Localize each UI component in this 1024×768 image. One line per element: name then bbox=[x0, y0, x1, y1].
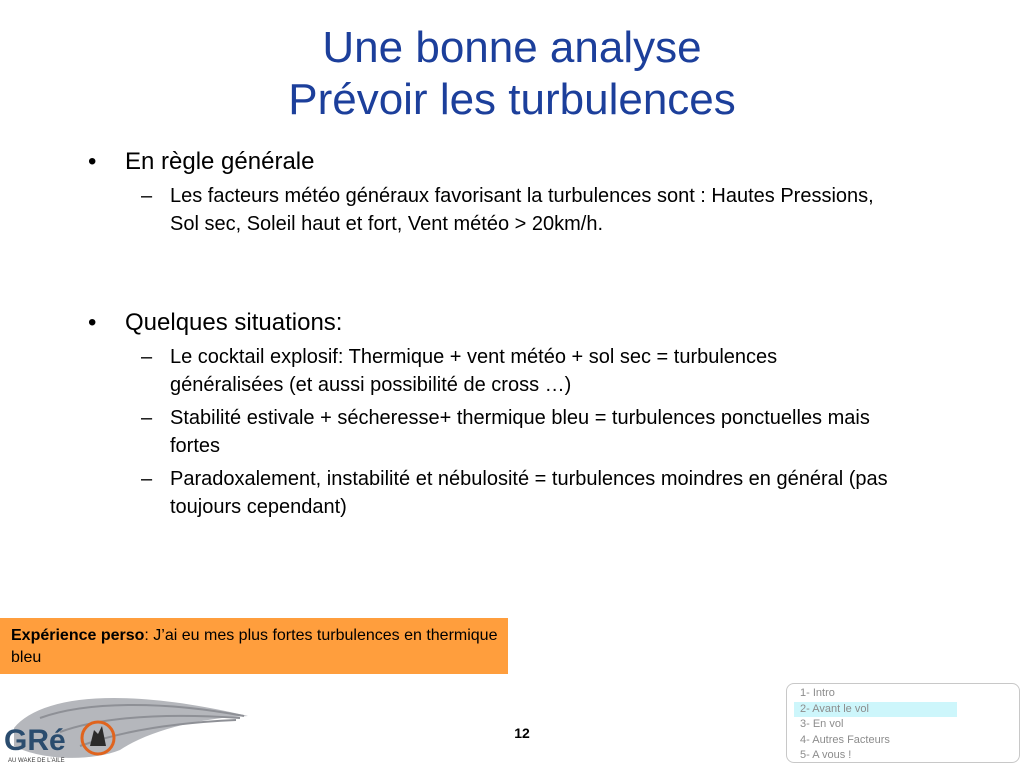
bullet-text: En règle générale bbox=[125, 148, 315, 175]
sub-bullet-text: Paradoxalement, instabilité et nébulosité = turbulences moindres en général (pas toujours cependant) bbox=[170, 468, 888, 518]
dash-icon: – bbox=[141, 468, 153, 490]
section-nav bbox=[786, 683, 1020, 763]
slide-title bbox=[0, 22, 1024, 126]
page-number: 12 bbox=[514, 725, 530, 741]
sub-bullet-item bbox=[141, 404, 901, 460]
sub-bullet-text: Les facteurs météo généraux favorisant la turbulences sont : Hautes Pressions, Sol sec, Soleil haut et fort, Vent météo > 20km/h. bbox=[170, 185, 874, 235]
logo-caption: AU WAKE DE L'AILE bbox=[8, 758, 65, 764]
bullet-text: Quelques situations: bbox=[125, 309, 343, 336]
nav-item-en-vol[interactable]: 3- En vol bbox=[800, 718, 844, 730]
club-logo bbox=[0, 688, 252, 766]
bullet-icon: • bbox=[88, 309, 97, 336]
slide-title-line-2: Prévoir les turbulences bbox=[288, 75, 736, 124]
sub-bullet-item bbox=[141, 343, 901, 399]
note-label: Expérience perso bbox=[11, 627, 145, 644]
nav-item-intro[interactable]: 1- Intro bbox=[800, 687, 835, 699]
dash-icon: – bbox=[141, 407, 153, 429]
bullet-icon: • bbox=[88, 148, 97, 175]
note-text: : J’ai eu mes plus fortes turbulences en thermique bleu bbox=[11, 627, 498, 666]
dash-icon: – bbox=[141, 346, 153, 368]
dash-icon: – bbox=[141, 185, 153, 207]
nav-item-autres-facteurs[interactable]: 4- Autres Facteurs bbox=[800, 733, 890, 746]
nav-item-a-vous[interactable]: 5- A vous ! bbox=[800, 749, 852, 761]
sub-bullet-text: Stabilité estivale + sécheresse+ thermique bleu = turbulences ponctuelles mais fortes bbox=[170, 407, 870, 457]
experience-note-box bbox=[0, 618, 508, 674]
sub-bullet-item bbox=[141, 465, 901, 521]
nav-item-avant-le-vol[interactable]: 2- Avant le vol bbox=[794, 702, 957, 718]
sub-bullet-text: Le cocktail explosif: Thermique + vent météo + sol sec = turbulences généralisées (et aussi possibilité de cross …) bbox=[170, 346, 778, 396]
slide-title-line-1: Une bonne analyse bbox=[322, 23, 702, 72]
logo-text: GRé bbox=[4, 724, 66, 757]
sub-bullet-item bbox=[141, 182, 901, 238]
